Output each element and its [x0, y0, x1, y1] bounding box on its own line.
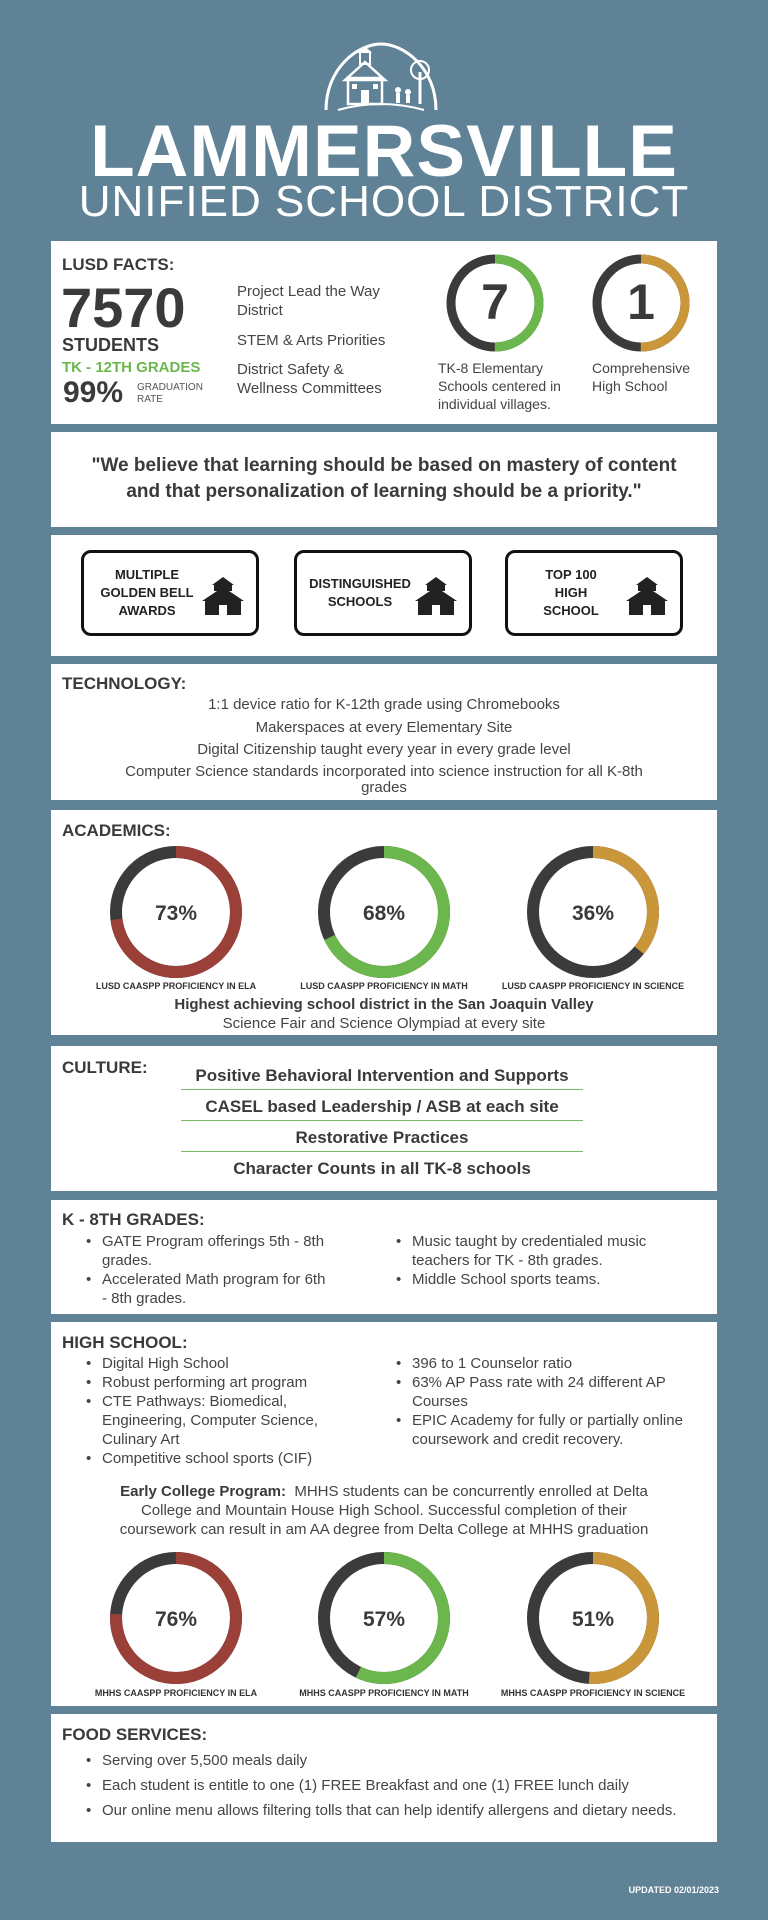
ring-value: 7 — [481, 274, 509, 330]
early-college-line — [51, 1482, 717, 1501]
list-item: • Music taught by credentialed music teachers for TK - 8th grades. — [394, 1232, 694, 1270]
facts-ring — [591, 253, 691, 353]
technology-item: Makerspaces at every Elementary Site — [255, 719, 513, 736]
award-line: SCHOOL — [543, 603, 599, 618]
students-count: 7570 — [61, 276, 186, 339]
culture-heading: CULTURE: — [62, 1058, 148, 1077]
list-item: • 63% AP Pass rate with 24 different AP Courses — [394, 1373, 684, 1411]
academics-note: Science Fair and Science Olympiad at every site — [222, 1015, 546, 1032]
quote-line: "We believe that learning should be based on mastery of content — [91, 455, 677, 476]
academics-ring — [316, 844, 452, 980]
list-item: • Competitive school sports (CIF) — [84, 1449, 344, 1468]
food-heading: FOOD SERVICES: — [62, 1725, 208, 1744]
academics-panel — [51, 810, 717, 1035]
graduation-label-2: RATE — [137, 394, 163, 405]
ring-percent: 73% — [154, 902, 198, 925]
ring-caption: TK-8 Elementary — [438, 360, 544, 376]
culture-panel — [51, 1046, 717, 1191]
high-school-ring — [525, 1550, 661, 1686]
ring-percent: 57% — [362, 1608, 406, 1631]
technology-item: Computer Science standards incorporated into science instruction for all K-8th — [125, 763, 643, 780]
high-school-panel — [51, 1322, 717, 1706]
facts-panel — [51, 241, 717, 424]
grades-range: TK - 12TH GRADES — [62, 359, 201, 376]
technology-panel — [51, 664, 717, 800]
facts-ring — [445, 253, 545, 353]
k8-list-right — [394, 1232, 694, 1289]
ring-caption: individual villages. — [438, 396, 551, 412]
culture-item: Positive Behavioral Intervention and Supports — [181, 1066, 583, 1090]
ring-percent: 36% — [571, 902, 615, 925]
k8-heading: K - 8TH GRADES: — [62, 1210, 205, 1229]
school-building-icon — [200, 575, 246, 617]
fact-item: STEM & Arts Priorities — [237, 332, 386, 349]
early-college-label: Early College Program: — [120, 1483, 287, 1500]
ring-percent: 68% — [362, 902, 406, 925]
ring-value: 1 — [627, 274, 655, 330]
food-panel — [51, 1714, 717, 1842]
culture-item: Character Counts in all TK-8 schools — [233, 1159, 531, 1178]
list-item: • 396 to 1 Counselor ratio — [394, 1354, 684, 1373]
technology-heading: TECHNOLOGY: — [62, 674, 187, 693]
award-badge — [505, 550, 683, 636]
list-item: • Middle School sports teams. — [394, 1270, 694, 1289]
high-school-list-right — [394, 1354, 684, 1449]
district-logo — [318, 38, 444, 114]
k8-list-left — [84, 1232, 329, 1308]
ring-caption: LUSD CAASPP PROFICIENCY IN MATH — [300, 981, 468, 991]
ring-caption: MHHS CAASPP PROFICIENCY IN MATH — [299, 1688, 469, 1698]
food-list — [84, 1751, 704, 1820]
award-line: TOP 100 — [545, 567, 597, 582]
ring-percent: 76% — [154, 1608, 198, 1631]
district-title: LAMMERSVILLE — [90, 111, 678, 192]
list-item: • Our online menu allows filtering tolls that can help identify allergens and dietary needs. — [84, 1801, 704, 1820]
school-building-icon — [413, 575, 459, 617]
high-school-list-left — [84, 1354, 344, 1468]
list-item: • CTE Pathways: Biomedical, Engineering, Computer Science, Culinary Art — [84, 1392, 344, 1449]
ring-caption: MHHS CAASPP PROFICIENCY IN SCIENCE — [500, 1688, 686, 1698]
award-line: GOLDEN BELL — [100, 585, 194, 600]
fact-item: Project Lead the Way District — [237, 283, 380, 319]
quote-line: and that personalization of learning should be a priority." — [126, 481, 642, 502]
awards-panel — [51, 535, 717, 656]
award-line: SCHOOLS — [327, 594, 393, 609]
facts-heading: LUSD FACTS: — [62, 255, 175, 274]
award-badge — [294, 550, 472, 636]
list-item: • EPIC Academy for fully or partially online coursework and credit recovery. — [394, 1411, 684, 1449]
award-line: DISTINGUISHED — [309, 576, 411, 591]
list-item: • Accelerated Math program for 6th - 8th grades. — [84, 1270, 329, 1308]
district-subtitle: UNIFIED SCHOOL DISTRICT — [78, 177, 690, 226]
students-label: STUDENTS — [62, 335, 160, 355]
graduation-label-1: GRADUATION — [137, 382, 203, 393]
academics-highlight: Highest achieving school district in the San Joaquin Valley — [174, 996, 594, 1013]
high-school-heading: HIGH SCHOOL: — [62, 1333, 188, 1352]
graduation-rate: 99% — [63, 376, 124, 409]
high-school-ring — [316, 1550, 452, 1686]
ring-caption: LUSD CAASPP PROFICIENCY IN ELA — [95, 981, 257, 991]
list-item: • Robust performing art program — [84, 1373, 344, 1392]
award-line: HIGH — [554, 585, 588, 600]
early-college-text: coursework can result in am AA degree from Delta College at MHHS graduation — [119, 1521, 649, 1538]
ring-caption: LUSD CAASPP PROFICIENCY IN SCIENCE — [501, 981, 685, 991]
technology-item: grades — [361, 779, 407, 796]
technology-item: 1:1 device ratio for K-12th grade using Chromebooks — [208, 696, 560, 713]
high-school-ring — [108, 1550, 244, 1686]
early-college-text: MHHS students can be concurrently enrolled at Delta — [294, 1483, 648, 1500]
culture-item: CASEL based Leadership / ASB at each site — [181, 1097, 583, 1121]
list-item: • Serving over 5,500 meals daily — [84, 1751, 704, 1770]
fact-item: District Safety & Wellness Committees — [237, 361, 382, 397]
updated-date: UPDATED 02/01/2023 — [628, 1885, 719, 1895]
ring-caption: Comprehensive — [592, 360, 691, 376]
list-item: • Each student is entitle to one (1) FREE Breakfast and one (1) FREE lunch daily — [84, 1776, 704, 1795]
ring-percent: 51% — [571, 1608, 615, 1631]
academics-ring — [108, 844, 244, 980]
quote-panel — [51, 432, 717, 527]
award-badge — [81, 550, 259, 636]
award-line: AWARDS — [118, 603, 176, 618]
ring-caption: MHHS CAASPP PROFICIENCY IN ELA — [94, 1688, 258, 1698]
culture-item: Restorative Practices — [181, 1128, 583, 1152]
academics-heading: ACADEMICS: — [62, 821, 171, 840]
school-building-icon — [624, 575, 670, 617]
academics-ring — [525, 844, 661, 980]
list-item: • GATE Program offerings 5th - 8th grades. — [84, 1232, 329, 1270]
early-college-text: College and Mountain House High School. Successful completion of their — [140, 1502, 628, 1519]
award-line: MULTIPLE — [114, 567, 179, 582]
ring-caption: Schools centered in — [438, 378, 561, 394]
k8-panel — [51, 1200, 717, 1314]
ring-caption: High School — [592, 378, 668, 394]
technology-item: Digital Citizenship taught every year in every grade level — [197, 741, 571, 758]
list-item: • Digital High School — [84, 1354, 344, 1373]
